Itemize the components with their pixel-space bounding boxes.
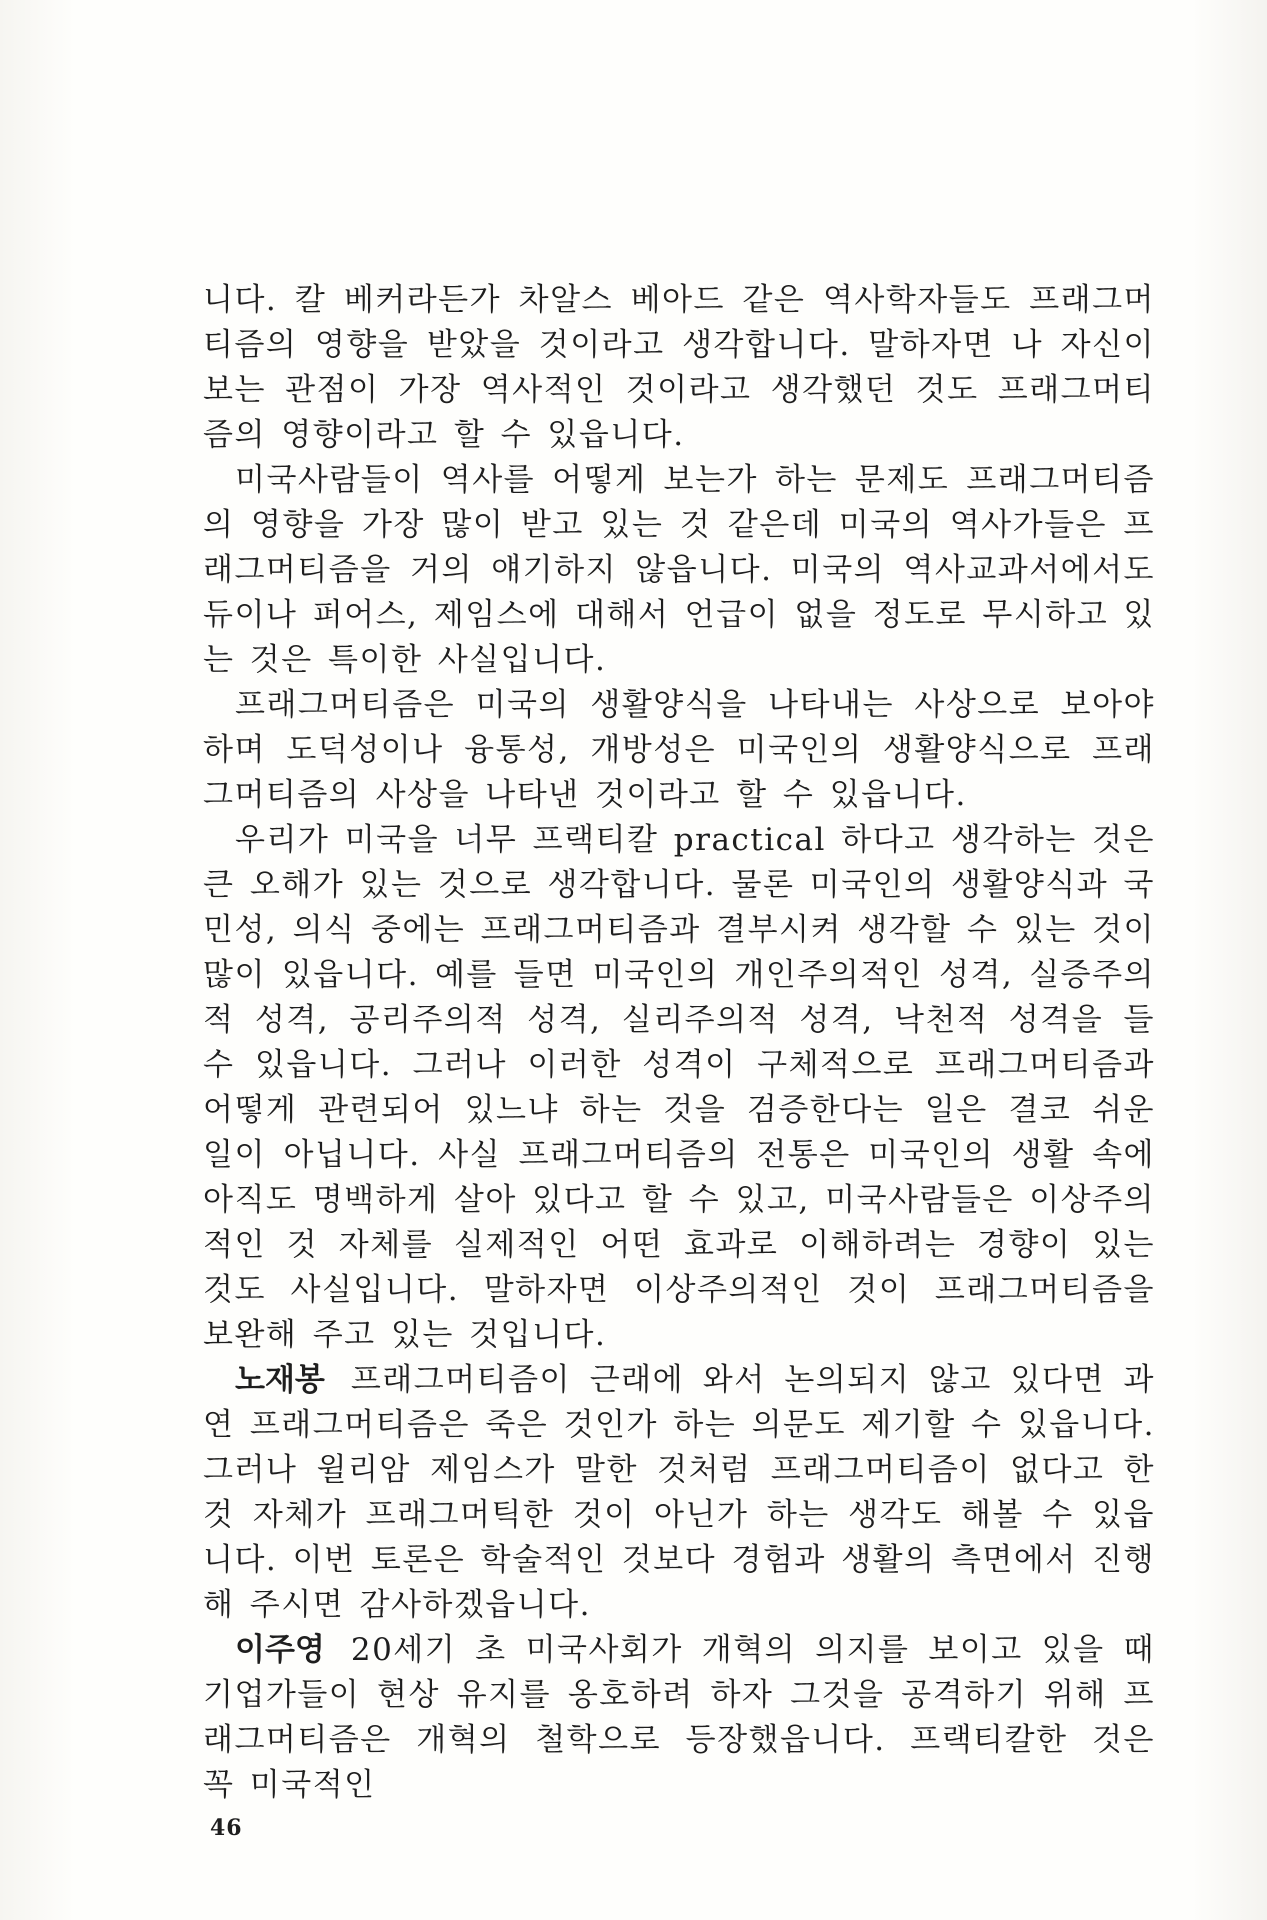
page-number: 46 bbox=[210, 1815, 243, 1841]
paragraph-5 bbox=[203, 1358, 1155, 1628]
paragraph-2 bbox=[203, 458, 1155, 683]
paragraph-1-text: 니다. 칼 베커라든가 차알스 베아드 같은 역사학자들도 프래그머티즘의 영향을 받았을 것이라고 생각합니다. 말하자면 나 자신이 보는 관점이 가장 역사적인 것이라고 생각했던 것도 프래그머티즘의 영향이라고 할 수 있읍니다. bbox=[203, 282, 1155, 453]
paragraph-2-text: 미국사람들이 역사를 어떻게 보는가 하는 문제도 프래그머티즘의 영향을 가장 많이 받고 있는 것 같은데 미국의 역사가들은 프래그머티즘을 거의 얘기하지 않읍니다. 미국의 역사교과서에서도 듀이나 퍼어스, 제임스에 대해서 언급이 없을 정도로 무시하고 있는 것은 특이한 사실입니다. bbox=[203, 462, 1155, 678]
paragraph-6 bbox=[203, 1628, 1155, 1808]
paragraph-4-text: 우리가 미국을 너무 프랙티칼 practical 하다고 생각하는 것은 큰 오해가 있는 것으로 생각합니다. 물론 미국인의 생활양식과 국민성, 의식 중에는 프래그머티즘과 결부시켜 생각할 수 있는 것이 많이 있읍니다. 예를 들면 미국인의 개인주의적인 성격, 실증주의적 성격, 공리주의적 성격, 실리주의적 성격, 낙천적 성격을 들 수 있읍니다. 그러나 이러한 성격이 구체적으로 프래그머티즘과 어떻게 관련되어 있느냐 하는 것을 검증한다는 일은 결코 쉬운 일이 아닙니다. 사실 프래그머티즘의 전통은 미국인의 생활 속에 아직도 명백하게 살아 있다고 할 수 있고, 미국사람들은 이상주의적인 것 자체를 실제적인 어떤 효과로 이해하려는 경향이 있는 것도 사실입니다. 말하자면 이상주의적인 것이 프래그머티즘을 보완해 주고 있는 것입니다. bbox=[203, 822, 1155, 1353]
paragraph-3 bbox=[203, 683, 1155, 818]
paragraph-5-text: 프래그머티즘이 근래에 와서 논의되지 않고 있다면 과연 프래그머티즘은 죽은 것인가 하는 의문도 제기할 수 있읍니다. 그러나 윌리암 제임스가 말한 것처럼 프래그머티즘이 없다고 한 것 자체가 프래그머틱한 것이 아닌가 하는 생각도 해볼 수 있읍니다. 이번 토론은 학술적인 것보다 경험과 생활의 측면에서 진행해 주시면 감사하겠읍니다. bbox=[203, 1362, 1155, 1623]
body-text bbox=[203, 278, 1155, 1808]
paragraph-3-text: 프래그머티즘은 미국의 생활양식을 나타내는 사상으로 보아야 하며 도덕성이나 융통성, 개방성은 미국인의 생활양식으로 프래그머티즘의 사상을 나타낸 것이라고 할 수 있읍니다. bbox=[203, 687, 1155, 813]
paragraph-6-text: 20세기 초 미국사회가 개혁의 의지를 보이고 있을 때 기업가들이 현상 유지를 옹호하려 하자 그것을 공격하기 위해 프래그머티즘은 개혁의 철학으로 등장했읍니다. 프랙티칼한 것은 꼭 미국적인 bbox=[203, 1632, 1155, 1803]
speaker-name: 이주영 bbox=[235, 1632, 325, 1668]
paragraph-1 bbox=[203, 278, 1155, 458]
paragraph-4 bbox=[203, 818, 1155, 1358]
speaker-name: 노재봉 bbox=[235, 1362, 325, 1398]
